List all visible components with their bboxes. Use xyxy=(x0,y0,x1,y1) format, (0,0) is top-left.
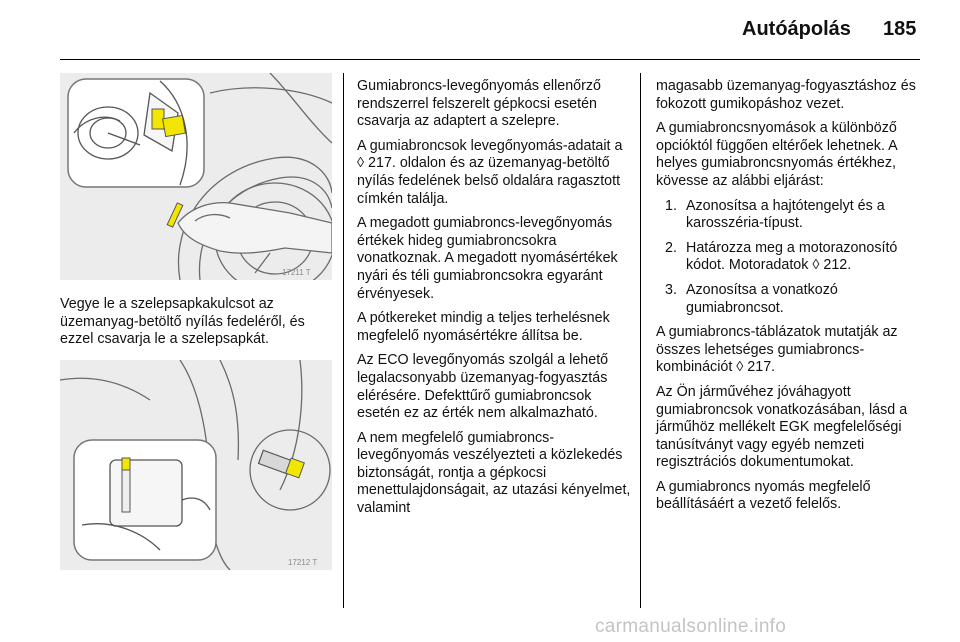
page-header xyxy=(0,0,960,60)
paragraph: A pótkereket mindig a teljes terhelésnek megfelelő nyomásértékre állítsa be. xyxy=(357,310,610,344)
paragraph: magasabb üzemanyag-fogyasztáshoz és fokozott gumikopáshoz vezet. xyxy=(656,78,916,112)
step-text: Határozza meg a motorazonosító kódot. Motoradatok ◊ 212. xyxy=(686,239,898,274)
figure-code: 17212 T xyxy=(288,558,318,567)
figure-fuel-flap-adapter xyxy=(60,360,332,570)
fuel-flap-valve-cap-illustration xyxy=(60,73,332,280)
list-item xyxy=(656,282,926,317)
caption-text: Vegye le a szelepsapkakulcsot az üzemanyag-betöltő nyílás fedeléről, és ezzel csavarja le a szelepsapkát. xyxy=(60,296,305,348)
fuel-flap-adapter-illustration xyxy=(60,360,332,570)
step-number: 1. xyxy=(665,197,677,214)
paragraph: Az Ön járművéhez jóváhagyott gumiabroncsok vonatkozásában, lásd a járműhöz mellékelt EGK megfelelőségi tanúsítványt vagy egyéb nemzeti regisztrációs dokumentumokat. xyxy=(656,383,908,471)
list-item xyxy=(656,240,926,275)
step-number: 2. xyxy=(665,239,677,256)
step-text: Azonosítsa a hajtótengelyt és a karosszéria-típust. xyxy=(686,197,885,232)
paragraph: A gumiabroncsnyomások a különböző opcióktól függően eltérőek lehetnek. A helyes gumiabroncsnyomás értékhez, kövesse az alábbi eljárást: xyxy=(656,120,897,189)
column-divider xyxy=(343,73,344,608)
header-rule xyxy=(60,59,920,60)
paragraph: A nem megfelelő gumiabroncs-levegőnyomás veszélyezteti a közlekedés biztonságát, rontja a gépkocsi menettulajdonságait, az utazási kényelmet, valamint xyxy=(357,429,631,517)
paragraph: A megadott gumiabroncs-levegőnyomás értékek hideg gumiabroncsokra vonatkoznak. A megadott nyomásértékek nyári és téli gumiabroncsokra egyaránt érvényesek. xyxy=(357,215,618,302)
section-title: Autóápolás xyxy=(742,18,851,40)
text-column-3 xyxy=(656,78,926,521)
step-text: Azonosítsa a vonatkozó gumiabroncsot. xyxy=(686,281,838,316)
watermark: carmanualsonline.info xyxy=(595,616,787,637)
list-item xyxy=(656,198,926,233)
paragraph: Az ECO levegőnyomás szolgál a lehető legalacsonyabb üzemanyag-fogyasztás elérésére. Defekttűrő gumiabroncsok esetén ez az érték nem alkalmazható. xyxy=(357,352,609,422)
figure-fuel-flap-valve-cap xyxy=(60,73,332,280)
text-column-2 xyxy=(357,78,631,525)
step-number: 3. xyxy=(665,281,677,298)
paragraph: Gumiabroncs-levegőnyomás ellenőrző rendszerrel felszerelt gépkocsi esetén csavarja az adaptert a szelepre. xyxy=(357,78,601,130)
figure-caption xyxy=(60,296,332,356)
paragraph: A gumiabroncs nyomás megfelelő beállításáért a vezető felelős. xyxy=(656,478,871,513)
procedure-list xyxy=(656,198,926,318)
paragraph: A gumiabroncsok levegőnyomás-adatait a ◊ 217. oldalon és az üzemanyag-betöltő nyílás fedelének belső oldalára ragasztott címkén találja. xyxy=(357,137,623,207)
page-number: 185 xyxy=(883,18,917,40)
column-divider xyxy=(640,73,641,608)
figure-code: 17211 T xyxy=(282,268,311,277)
paragraph: A gumiabroncs-táblázatok mutatják az összes lehetséges gumiabroncs-kombinációt ◊ 217. xyxy=(656,324,898,376)
